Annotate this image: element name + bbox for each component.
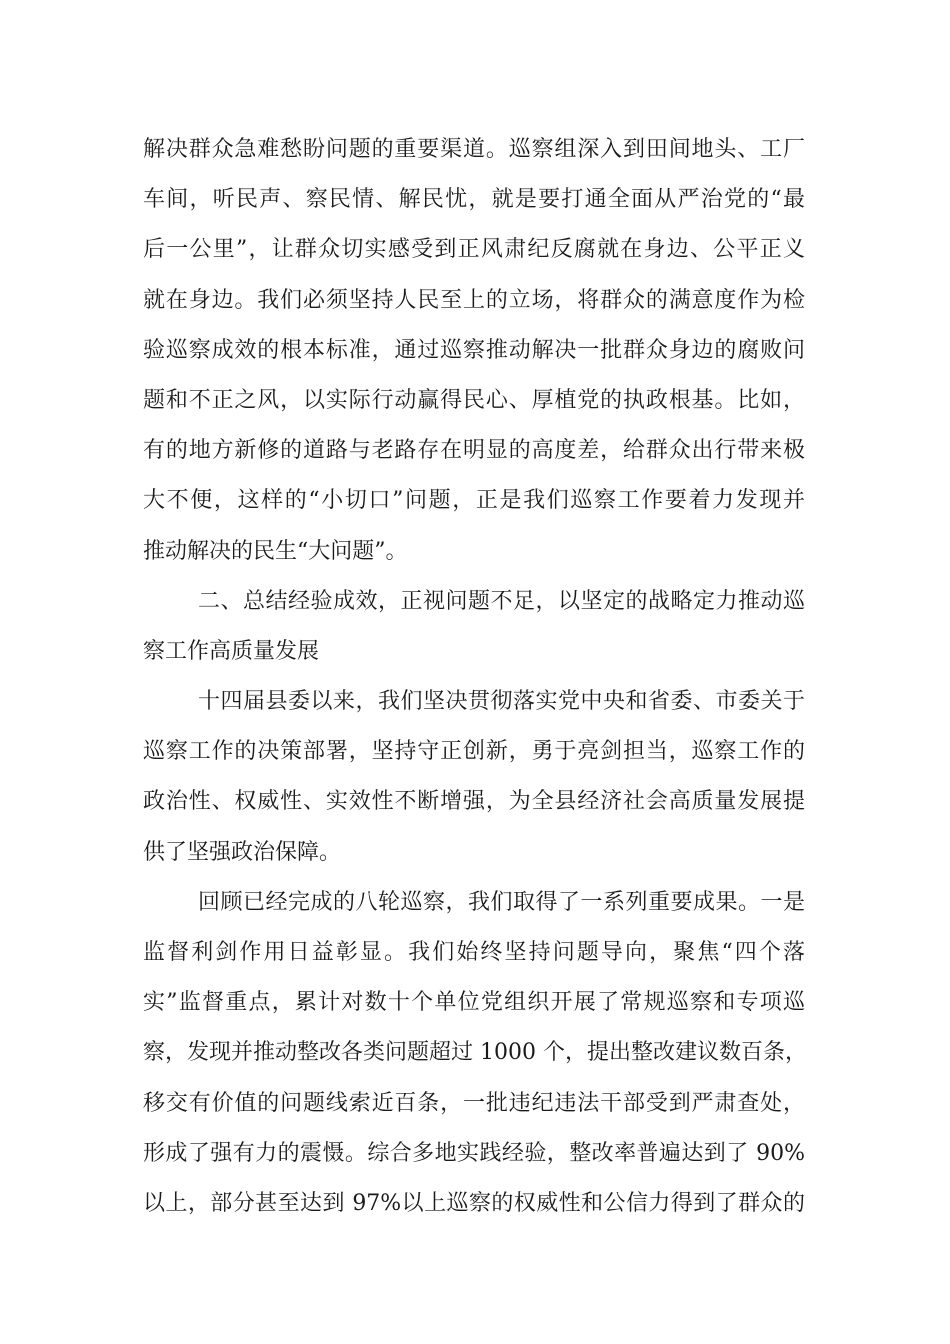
text-line: 巡察工作的决策部署，坚持守正创新，勇于亮剑担当，巡察工作的	[143, 739, 805, 765]
paragraph-public-concerns	[143, 131, 805, 583]
text-line: 推动解决的民生“大问题”。	[143, 538, 408, 564]
document-body	[143, 131, 805, 1235]
text-line: 回顾已经完成的八轮巡察，我们取得了一系列重要成果。一是	[198, 889, 805, 915]
text-line: 有的地方新修的道路与老路存在明显的高度差，给群众出行带来极	[143, 438, 805, 464]
text-line: 后一公里”，让群众切实感受到正风肃纪反腐就在身边、公平正义	[143, 237, 805, 263]
text-line: 政治性、权威性、实效性不断增强，为全县经济社会高质量发展提	[143, 789, 805, 815]
heading-line: 二、总结经验成效，正视问题不足，以坚定的战略定力推动巡	[198, 588, 805, 614]
text-line: 形成了强有力的震慑。综合多地实践经验，整改率普遍达到了 90%	[143, 1140, 805, 1166]
text-line: 大不便，这样的“小切口”问题，正是我们巡察工作要着力发现并	[143, 488, 805, 514]
text-line: 实”监督重点，累计对数十个单位党组织开展了常规巡察和专项巡	[143, 990, 805, 1016]
text-line: 移交有价值的问题线索近百条，一批违纪违法干部受到严肃查处，	[143, 1090, 805, 1116]
text-line: 供了坚强政治保障。	[143, 839, 342, 865]
text-line: 验巡察成效的根本标准，通过巡察推动解决一批群众身边的腐败问	[143, 337, 805, 363]
heading-line: 察工作高质量发展	[143, 638, 320, 664]
paragraph-eight-rounds-review	[143, 884, 805, 1235]
text-line: 车间，听民声、察民情、解民忧，就是要打通全面从严治党的“最	[143, 187, 805, 213]
text-line: 解决群众急难愁盼问题的重要渠道。巡察组深入到田间地头、工厂	[143, 137, 805, 162]
text-line: 题和不正之风，以实际行动赢得民心、厚植党的执政根基。比如，	[143, 387, 805, 413]
section-heading-two	[143, 583, 805, 683]
text-line: 以上，部分甚至达到 97%以上巡察的权威性和公信力得到了群众的	[143, 1190, 805, 1216]
text-line: 监督利剑作用日益彰显。我们始终坚持问题导向，聚焦“四个落	[143, 940, 805, 965]
text-line: 察，发现并推动整改各类问题超过 1000 个，提出整改建议数百条，	[143, 1040, 807, 1066]
paragraph-since-14th-committee	[143, 683, 805, 884]
text-line: 十四届县委以来，我们坚决贯彻落实党中央和省委、市委关于	[198, 689, 805, 715]
text-line: 就在身边。我们必须坚持人民至上的立场，将群众的满意度作为检	[143, 287, 805, 313]
